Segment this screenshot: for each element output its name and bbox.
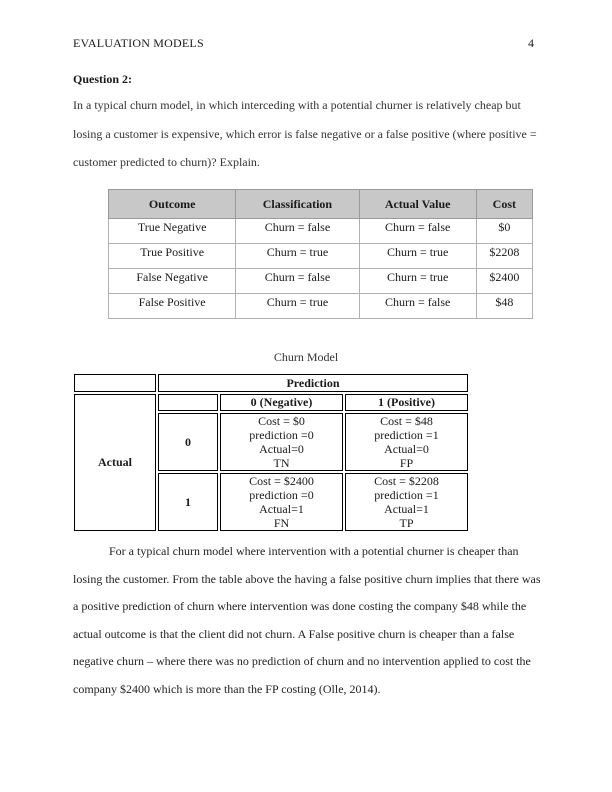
table-cell: $2208	[476, 244, 532, 269]
column-header-negative: 0 (Negative)	[220, 394, 343, 411]
cell-line: TP	[399, 516, 414, 530]
body-text	[73, 538, 541, 704]
cell-line: Actual=1	[384, 502, 429, 516]
table-row	[109, 244, 533, 269]
cell-line: FN	[273, 516, 290, 530]
cost-header-actual-value: Actual Value	[359, 190, 476, 219]
cell-line: Actual=0	[259, 442, 304, 456]
cell-true-positive	[345, 473, 468, 531]
table-cell: Churn = false	[359, 219, 476, 244]
table-cell: Churn = true	[359, 269, 476, 294]
cell-line: TN	[273, 456, 290, 470]
page-number: 4	[528, 36, 534, 50]
cell-line: Cost = $0	[258, 414, 305, 428]
cell-line: Actual=0	[384, 442, 429, 456]
table-cell: $2400	[476, 269, 532, 294]
row-label-1: 1	[158, 473, 218, 531]
table-cell: Churn = true	[236, 244, 359, 269]
prediction-header: Prediction	[158, 374, 468, 392]
cell-line: Cost = $2400	[249, 474, 314, 488]
table-cell: True Negative	[109, 219, 236, 244]
table-cell: Churn = false	[236, 269, 359, 294]
table-cell: True Positive	[109, 244, 236, 269]
cost-header-cost: Cost	[476, 190, 532, 219]
matrix-corner-cell	[74, 374, 156, 392]
table-cell: False Negative	[109, 269, 236, 294]
cell-false-negative	[220, 473, 343, 531]
table-row	[109, 269, 533, 294]
matrix-blank-cell	[158, 394, 218, 411]
table-row	[109, 219, 533, 244]
cell-line: Cost = $2208	[374, 474, 439, 488]
table-cell: $0	[476, 219, 532, 244]
table-cell: False Positive	[109, 294, 236, 319]
cell-line: Cost = $48	[380, 414, 433, 428]
cell-line: prediction =1	[374, 428, 439, 442]
table-cell: Churn = false	[236, 219, 359, 244]
cost-header-classification: Classification	[236, 190, 359, 219]
cell-line: prediction =0	[249, 428, 314, 442]
body-paragraph: For a typical churn model where intervention with a potential churner is cheaper than losing the customer. From the table above the having a false positive churn implies that there was a positive prediction of churn where intervention was done costing the company $48 while the actual outcome is that the client did not churn. A False positive churn is cheaper than a false negative churn – where there was no prediction of churn and no intervention applied to cost the company $2400 which is more than the FP costing (Olle, 2014).	[73, 544, 541, 696]
question-text: In a typical churn model, in which interceding with a potential churner is relatively cheap but losing a customer is expensive, which error is false negative or a false positive (where positive = customer predicted to churn)? Explain.	[73, 98, 537, 169]
cell-line: prediction =1	[374, 488, 439, 502]
row-label-0: 0	[158, 413, 218, 471]
actual-header: Actual	[74, 394, 156, 531]
question-heading: Question 2:	[73, 72, 133, 86]
table-cell: $48	[476, 294, 532, 319]
cost-header-outcome: Outcome	[109, 190, 236, 219]
table-cell: Churn = true	[359, 244, 476, 269]
table-row	[109, 294, 533, 319]
table-cell: Churn = false	[359, 294, 476, 319]
cell-line: Actual=1	[259, 502, 304, 516]
table-cell: Churn = true	[236, 294, 359, 319]
cell-true-negative	[220, 413, 343, 471]
cell-line: prediction =0	[249, 488, 314, 502]
cost-table-header-row	[109, 190, 533, 219]
running-header: EVALUATION MODELS	[73, 36, 204, 50]
cell-line: FP	[399, 456, 414, 470]
churn-model-caption: Churn Model	[273, 350, 339, 364]
column-header-positive: 1 (Positive)	[345, 394, 468, 411]
cell-false-positive	[345, 413, 468, 471]
confusion-matrix	[72, 372, 470, 533]
cost-table	[108, 189, 533, 319]
